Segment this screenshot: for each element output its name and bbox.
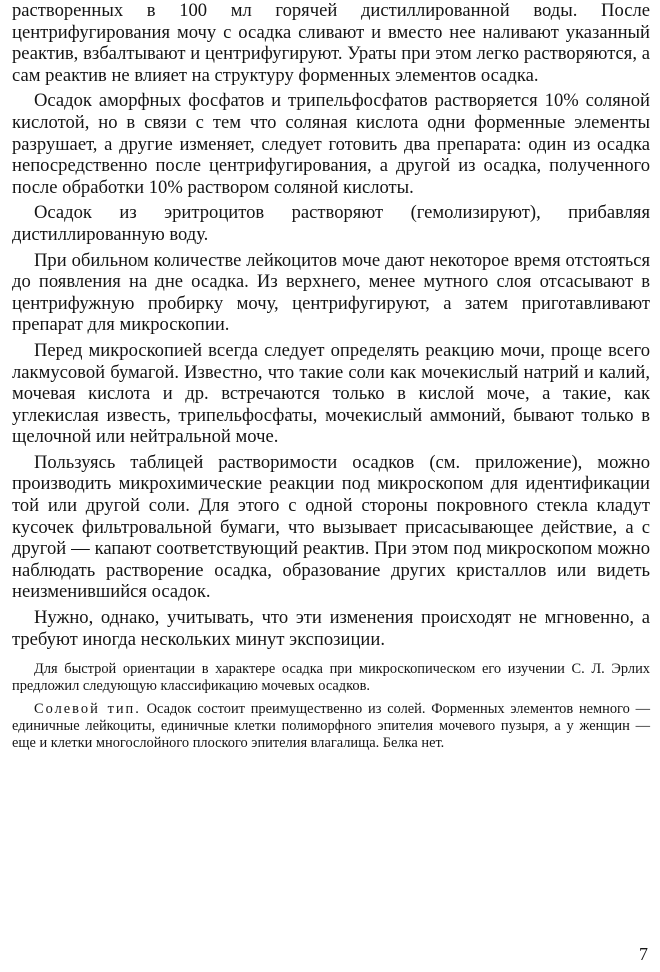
salt-type-text: Осадок состоит преимущественно из солей. Форменных элементов немного — единичные лейкоциты, единичные клетки полиморфного эпителия мочевого пузыря, а у женщин — еще и клетки многослойного плоского эпителия влагалища. Белка нет.: [12, 700, 650, 752]
paragraph-classification-intro: Для быстрой ориентации в характере осадка при микроскопическом его изучении С. Л. Эрлих предложил следующую классификацию мочевых осадков.: [12, 661, 650, 695]
page-number: 7: [639, 944, 648, 964]
paragraph-microchemical-reactions: Пользуясь таблицей растворимости осадков (см. приложение), можно производить микрохимические реакции под микроскопом для идентификации той или другой соли. Для этого с одной стороны покровного стекла кладут кусочек фильтровальной бумаги, что вызывает присасывающее действие, а с другой — капают соответствующий реактив. При этом под микроскопом можно наблюдать растворение осадка, образование других кристаллов или видеть неизменившийся осадок.: [12, 451, 650, 603]
paragraph-urine-reaction: Перед микроскопией всегда следует определять реакцию мочи, проще всего лакмусовой бумагой. Известно, что такие соли как мочекислый натрий и калий, мочевая кислота и др. встречаются только в кислой моче, а такие, как углекислая известь, трипельфосфаты, мочекислый аммоний, бывают только в щелочной или нейтральной моче.: [12, 339, 650, 448]
paragraph-salt-type: [12, 701, 650, 753]
salt-type-term: Солевой тип.: [34, 700, 141, 717]
paragraph-phosphates: Осадок аморфных фосфатов и трипельфосфатов растворяется 10% соляной кислотой, но в связи с тем что соляная кислота одни форменные элементы разрушает, а другие изменяет, следует готовить два препарата: один из осадка непосредственно после центрифугирования, а другой из осадка, полученного после обработки 10% раствором соляной кислоты.: [12, 90, 650, 198]
paragraph-erythrocytes: Осадок из эритроцитов растворяют (гемолизируют), прибавляя дистиллированную воду.: [12, 202, 650, 245]
paragraph-leukocytes: При обильном количестве лейкоцитов моче дают некоторое время отстояться до появления на дне осадка. Из верхнего, менее мутного слоя отсасывают в центрифужную пробирку мочу, центрифугируют, а затем приготавливают препарат для микроскопии.: [12, 249, 650, 336]
paragraph-urates: растворенных в 100 мл горячей дистиллированной воды. После центрифугирования мочу с осадка сливают и вместо нее наливают указанный реактив, взбалтывают и центрифугируют. Ураты при этом легко растворяются, а сам реактив не влияет на структуру форменных элементов осадка.: [12, 0, 650, 86]
paragraph-exposure-time: Нужно, однако, учитывать, что эти изменения происходят не мгновенно, а требуют иногда нескольких минут экспозиции.: [12, 607, 650, 650]
page-body: [12, 0, 650, 752]
